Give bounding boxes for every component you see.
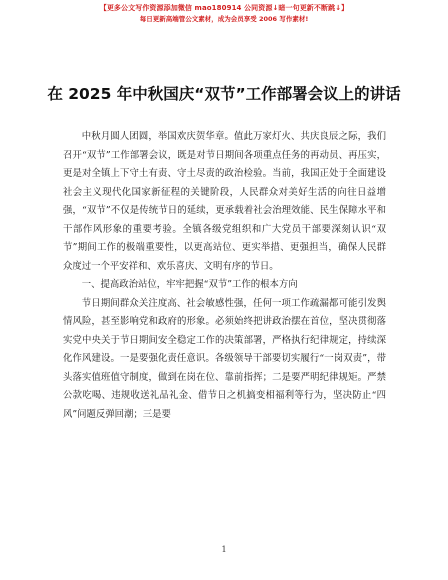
section-heading-1: 一、提高政治站位，牢牢把握“双节”工作的根本方向 <box>81 279 298 290</box>
promo-banner <box>0 3 448 24</box>
body-paragraph-section-1: 节日期间群众关注度高、社会敏感性强，任何一项工作疏漏都可能引发舆情风险，甚至影响党和政府的形象。必须始终把讲政治摆在首位，坚决贯彻落实党中央关于节日期间安全稳定工作的决策部署，严格执行纪律规定，持续深化作风建设。一是要强化责任意识。各级领导干部要切实履行“一岗双责”，带头落实值班值守制度，做到在岗在位、靠前指挥；二是要严明纪律规矩。严禁公款吃喝、违规收送礼品礼金、借节日之机搞变相福利等行为，坚决防止“四风”问题反弹回潮；三是要 <box>63 297 386 420</box>
document-body <box>63 128 386 424</box>
promo-banner-line-2: 每日更新高端管公文素材，成为会员享受 2006 写作素材! <box>139 15 309 23</box>
promo-banner-line-1: 【更多公文写作资源添加微信 mao180914 公同资源↓暗一句更新不断跳↓】 <box>99 4 349 12</box>
document-title: 在 2025 年中秋国庆“双节”工作部署会议上的讲话 <box>47 85 401 103</box>
page-number: 1 <box>221 545 227 554</box>
body-paragraph-intro: 中秋月圆人团圆，举国欢庆贺华章。值此万家灯火、共庆良辰之际，我们召开“双节”工作部署会议，既是对节日期间各项重点任务的再动员、再压实，更是对全镇上下守土有责、守土尽责的政治检验。当前，我国正处于全面建设社会主义现代化国家新征程的关键阶段，人民群众对美好生活的向往日益增强，“双节”不仅是传统节日的延续，更承载着社会治理效能、民生保障水平和干部作风形象的重要考验。全镇各级党组织和广大党员干部要深刻认识“双节”期间工作的极端重要性，以更高站位、更实举措、更强担当，确保人民群众度过一个平安祥和、欢乐喜庆、文明有序的节日。 <box>63 131 386 272</box>
